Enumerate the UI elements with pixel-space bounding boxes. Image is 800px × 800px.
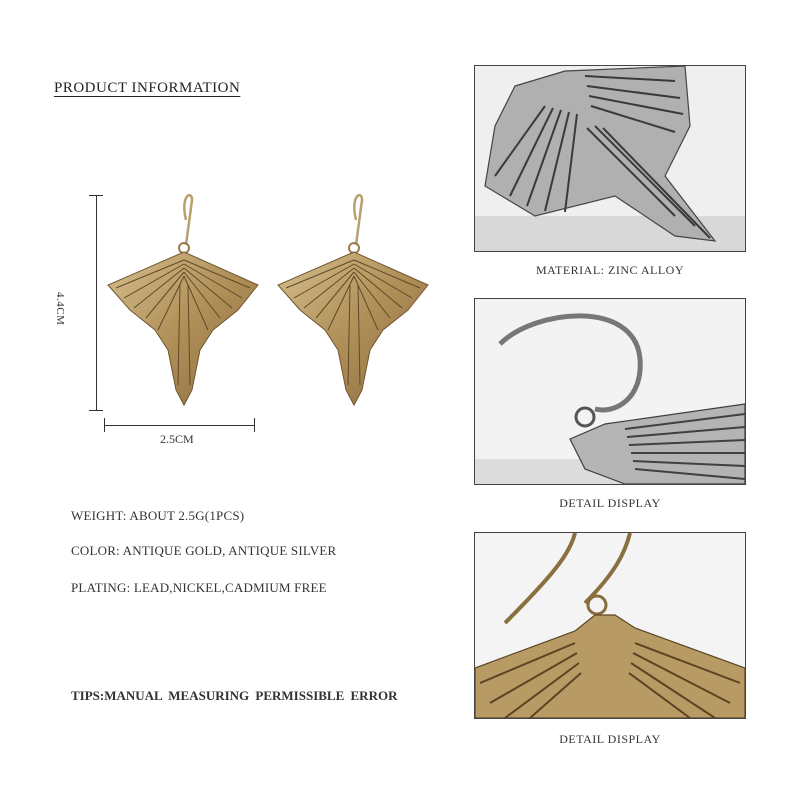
weight-spec: WEIGHT: ABOUT 2.5G(1PCS) — [71, 508, 245, 523]
material-caption: MATERIAL: ZINC ALLOY — [536, 263, 684, 277]
height-dimension-line — [96, 195, 97, 410]
right-earring-icon — [278, 195, 428, 405]
silver-wing-closeup-icon — [475, 66, 745, 251]
width-dimension-cap-left — [104, 418, 105, 432]
page-heading: PRODUCT INFORMATION — [54, 80, 241, 96]
left-earring-icon — [108, 195, 258, 405]
width-dimension-cap-right — [254, 418, 255, 432]
silver-hook-closeup-icon — [475, 299, 745, 484]
width-dimension-label: 2.5CM — [160, 432, 194, 446]
gold-detail-photo — [474, 532, 746, 719]
height-dimension-label: 4.4CM — [54, 292, 66, 326]
earring-pair-image — [100, 190, 440, 415]
material-closeup-photo — [474, 65, 746, 252]
gold-detail-caption: DETAIL DISPLAY — [559, 732, 661, 746]
gold-hook-closeup-icon — [475, 533, 745, 718]
silver-detail-photo — [474, 298, 746, 485]
silver-detail-caption: DETAIL DISPLAY — [559, 496, 661, 510]
color-spec: COLOR: ANTIQUE GOLD, ANTIQUE SILVER — [71, 543, 337, 558]
plating-spec: PLATING: LEAD,NICKEL,CADMIUM FREE — [71, 580, 327, 595]
tips-note: TIPS:MANUAL MEASURING PERMISSIBLE ERROR — [71, 688, 398, 703]
width-dimension-line — [104, 425, 254, 426]
